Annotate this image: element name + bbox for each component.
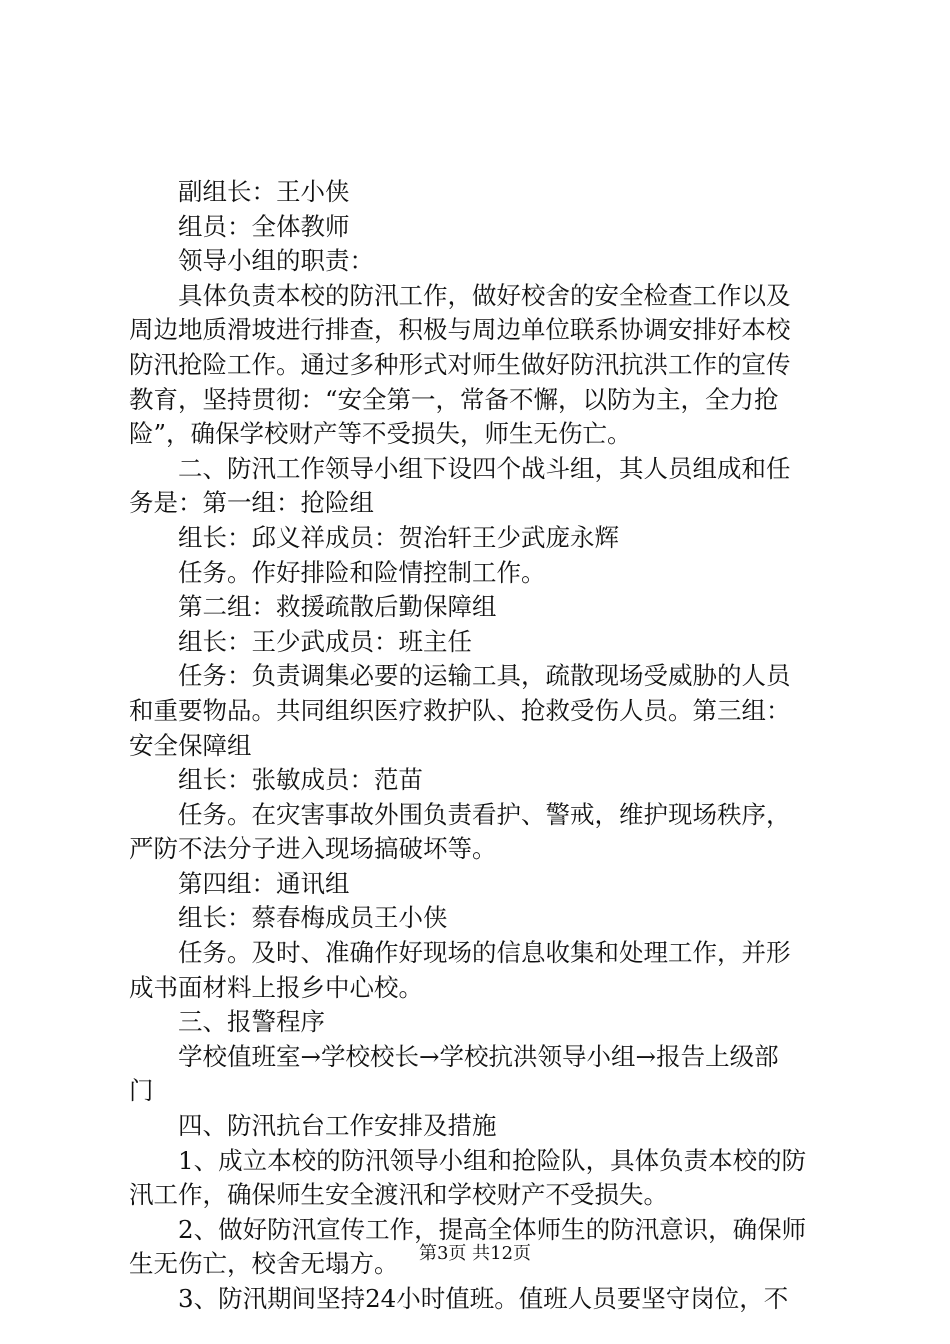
text-line: 生无伤亡，校舍无塌方。 [129,1249,399,1279]
text-line: 险”，确保学校财产等不受损失，师生无伤亡。 [129,419,632,449]
text-line: 和重要物品。共同组织医疗救护队、抢救受伤人员。第三组： [129,695,791,725]
text-line: 第四组：通讯组 [129,868,350,898]
page-number-footer: 第3页 共12页 [418,1243,532,1264]
text-line: 1、成立本校的防汛领导小组和抢险队，具体负责本校的防 [129,1145,807,1175]
text-line: 周边地质滑坡进行排查，积极与周边单位联系协调安排好本校 [129,315,791,345]
text-line: 任务。作好排险和险情控制工作。 [129,557,546,587]
document-body [129,175,834,1317]
text-line: 3、防汛期间坚持24小时值班。值班人员要坚守岗位，不 [129,1284,789,1313]
text-line: 2、做好防汛宣传工作，提高全体师生的防汛意识，确保师 [129,1214,807,1244]
text-line: 防汛抢险工作。通过多种形式对师生做好防汛抗洪工作的宣传 [129,349,791,379]
text-line: 具体负责本校的防汛工作，做好校舍的安全检查工作以及 [129,280,791,310]
text-line: 严防不法分子进入现场搞破坏等。 [129,834,497,864]
text-line: 务是：第一组：抢险组 [129,488,374,518]
text-line: 成书面材料上报乡中心校。 [129,972,423,1002]
text-line: 汛工作，确保师生安全渡汛和学校财产不受损失。 [129,1180,668,1210]
text-line: 组长：邱义祥成员：贺治轩王少武庞永辉 [129,522,619,552]
text-line: 学校值班室→学校校长→学校抗洪领导小组→报告上级部 [129,1041,779,1071]
text-line: 组长：王少武成员：班主任 [129,626,472,656]
text-line: 任务：负责调集必要的运输工具，疏散现场受威胁的人员 [129,661,791,691]
text-line: 领导小组的职责： [129,246,374,276]
text-line: 组长：蔡春梅成员王小侠 [129,903,448,933]
text-line: 组长：张敏成员：范苗 [129,765,423,795]
text-line: 任务。及时、准确作好现场的信息收集和处理工作，并形 [129,938,791,968]
text-line: 第二组：救援疏散后勤保障组 [129,592,497,622]
text-line: 任务。在灾害事故外围负责看护、警戒，维护现场秩序， [129,799,791,829]
text-line: 三、报警程序 [129,1007,325,1037]
text-line: 二、防汛工作领导小组下设四个战斗组，其人员组成和任 [129,453,791,483]
text-line: 组员：全体教师 [129,211,350,241]
text-line: 门 [129,1076,154,1106]
text-line: 教育，坚持贯彻：“安全第一，常备不懈，以防为主，全力抢 [129,384,779,414]
text-line: 安全保障组 [129,730,252,760]
text-line: 四、防汛抗台工作安排及措施 [129,1111,497,1141]
text-line: 副组长：王小侠 [129,177,350,206]
